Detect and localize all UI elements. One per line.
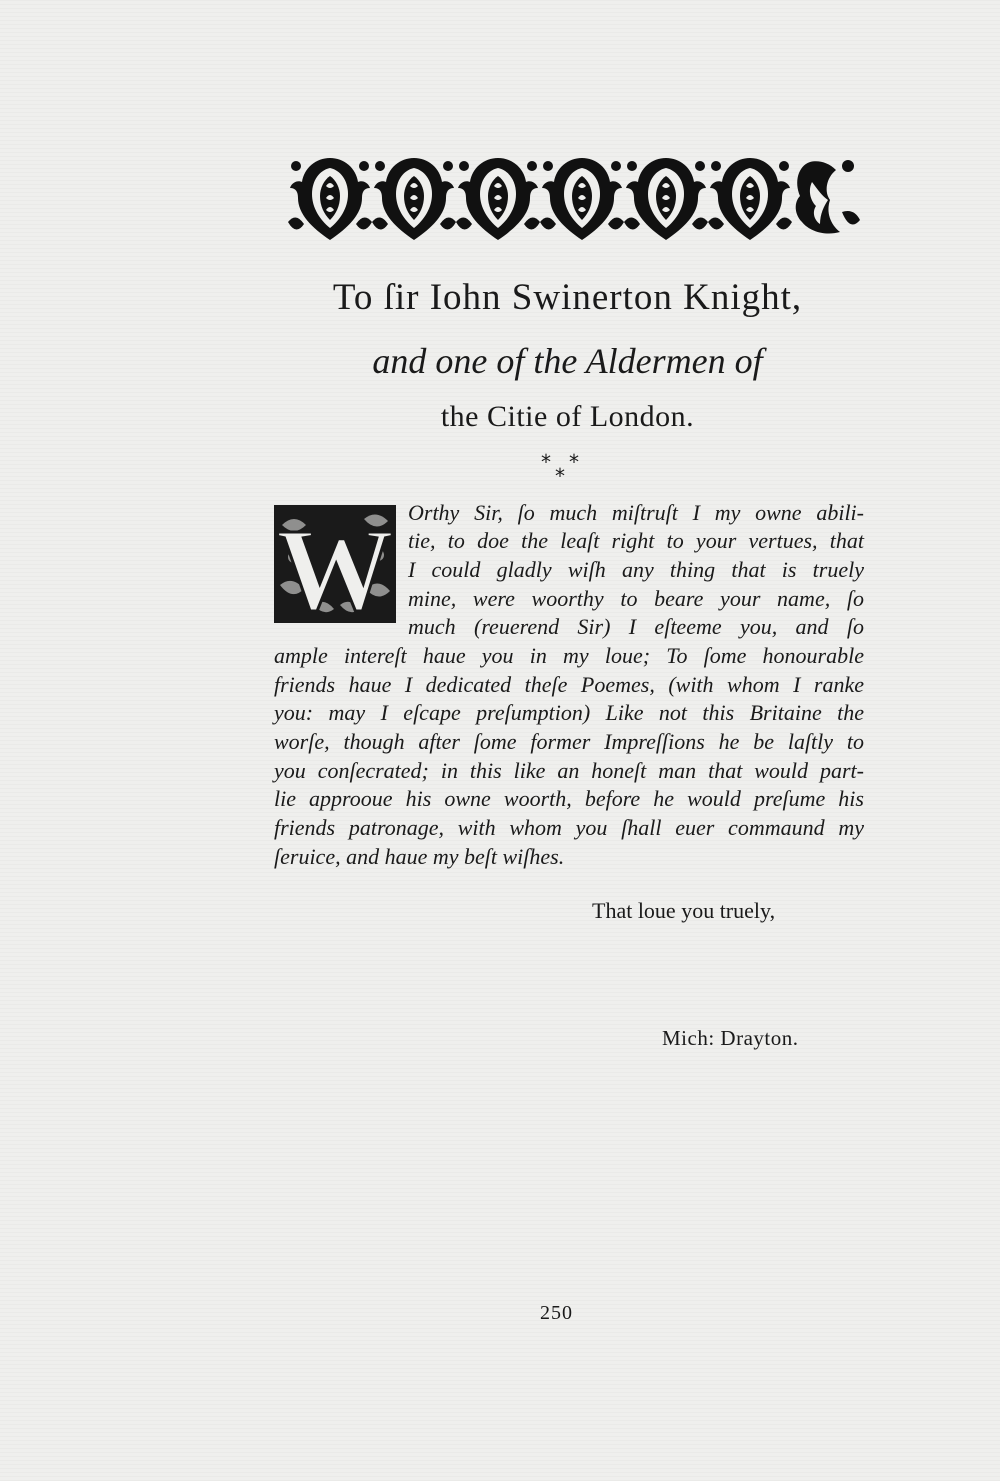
body-line: tie, to doe the leaſt right to your vertues, that bbox=[408, 528, 864, 553]
body-line: mine, were woorthy to beare your name, ſo bbox=[408, 586, 864, 611]
body-line: Orthy Sir, ſo much miſtruſt I my owne abili- bbox=[408, 500, 864, 525]
dropcap-letter: W bbox=[276, 505, 394, 623]
body-line: ample intereſt haue you in my loue; To ſome honourable bbox=[274, 643, 864, 668]
heading-line-3: the Citie of London. bbox=[440, 400, 695, 433]
closing-line: That loue you truely, bbox=[592, 898, 776, 923]
body-line: I could gladly wiſh any thing that is truely bbox=[408, 557, 864, 582]
page-number: 250 bbox=[540, 1302, 573, 1324]
body-line: ſeruice, and haue my beſt wiſhes. bbox=[274, 844, 565, 869]
decorative-headpiece bbox=[286, 150, 864, 244]
body-line: you: may I eſcape preſumption) Like not this Britaine the bbox=[274, 700, 864, 725]
body-line: friends haue I dedicated theſe Poemes, (with whom I ranke bbox=[274, 672, 864, 697]
asterism-star: * bbox=[569, 450, 579, 474]
body-line: much (reuerend Sir) I eſteeme you, and ſo bbox=[408, 614, 864, 639]
signature: Mich: Drayton. bbox=[662, 1026, 799, 1050]
body-line: friends patronage, with whom you ſhall euer commaund my bbox=[274, 815, 864, 840]
body-line: lie approoue his owne woorth, before he would preſume his bbox=[274, 786, 864, 811]
asterism-ornament bbox=[535, 450, 595, 490]
body-line: worſe, though after ſome former Impreſſions he be laſtly to bbox=[274, 729, 864, 754]
decorated-initial-w bbox=[274, 505, 396, 623]
heading-line-1: To ſir Iohn Swinerton Knight, bbox=[332, 277, 803, 318]
heading-line-2: and one of the Aldermen of bbox=[372, 341, 763, 381]
body-line: you conſecrated; in this like an honeſt man that would part- bbox=[274, 758, 864, 783]
asterism-star: * bbox=[555, 464, 565, 488]
asterism-star: * bbox=[541, 450, 551, 474]
